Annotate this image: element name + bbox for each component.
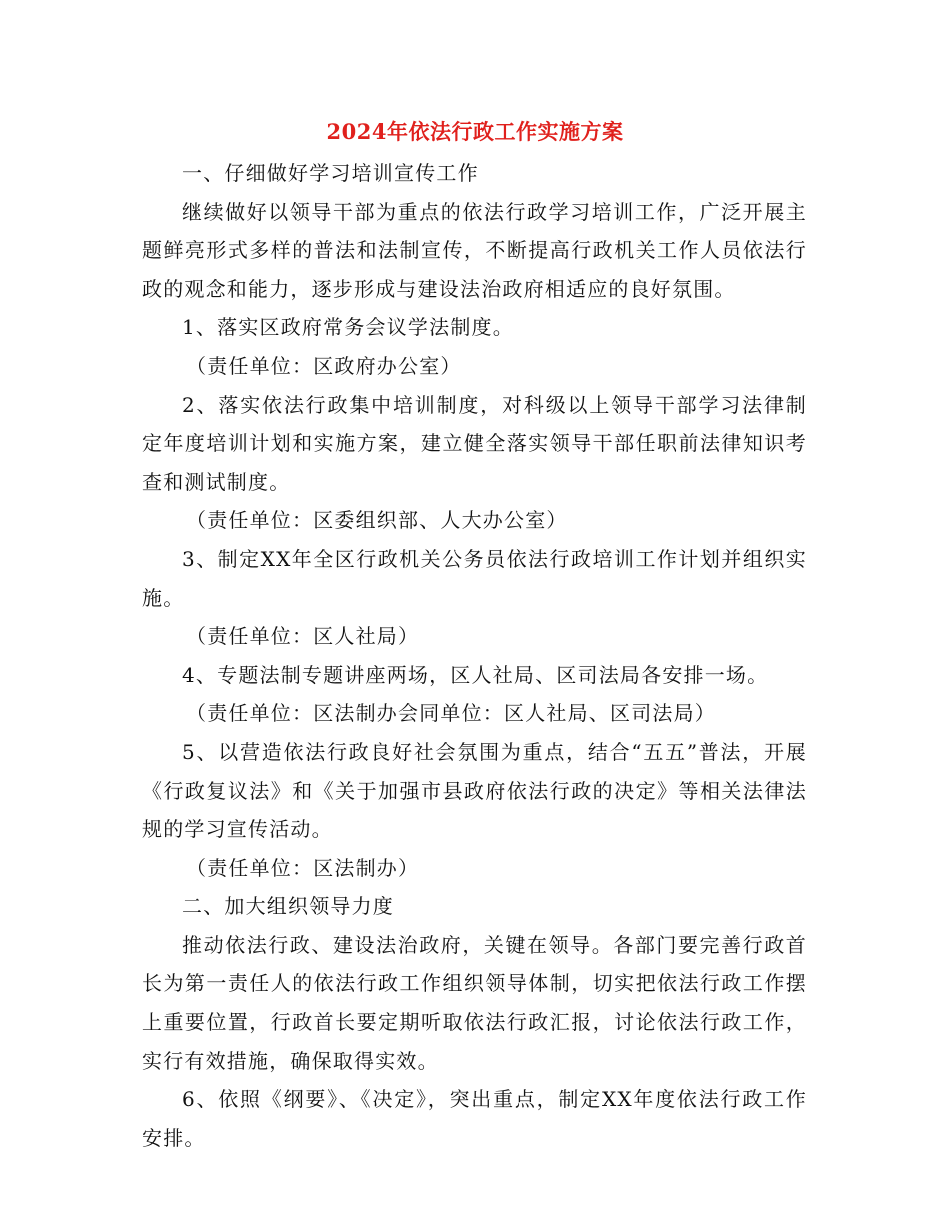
document-title: 2024年依法行政工作实施方案 [326,119,624,144]
responsibility-note: （责任单位：区法制办） [186,855,420,880]
section-heading: 一、仔细做好学习培训宣传工作 [182,161,479,185]
body-paragraph: 推动依法行政、建设法治政府，关键在领导。各部门要完善行政首长为第一责任人的依法行政工作组织领导体制，切实把依法行政工作摆上重要位置，行政首长要定期听取依法行政汇报，讨论依法行政工作，实行有效措施，确保取得实效。 [142,932,807,1073]
list-item: 6、依照《纲要》、《决定》，突出重点，制定XX年度依法行政工作安排。 [142,1087,807,1150]
responsibility-note: （责任单位：区委组织部、人大办公室） [186,508,568,533]
list-item: 5、以营造依法行政良好社会氛围为重点，结合“五五”普法，开展《行政复议法》和《关于加强市县政府依法行政的决定》等相关法律法规的学习宣传活动。 [142,739,807,842]
responsibility-note: （责任单位：区政府办公室） [186,353,462,378]
body-paragraph: 继续做好以领导干部为重点的依法行政学习培训工作，广泛开展主题鲜亮形式多样的普法和法制宣传，不断提高行政机关工作人员依法行政的观念和能力，逐步形成与建设法治政府相适应的良好氛围。 [142,199,807,301]
responsibility-note: （责任单位：区法制办会同单位：区人社局、区司法局） [186,701,716,726]
responsibility-note: （责任单位：区人社局） [186,624,420,649]
list-item: 2、落实依法行政集中培训制度，对科级以上领导干部学习法律制定年度培训计划和实施方案，建立健全落实领导干部任职前法律知识考查和测试制度。 [142,392,807,494]
document-body [142,154,807,1157]
section-heading: 二、加大组织领导力度 [182,894,394,919]
list-item: 1、落实区政府常务会议学法制度。 [182,315,514,340]
list-item: 3、制定XX年全区行政机关公务员依法行政培训工作计划并组织实施。 [142,546,807,610]
list-item: 4、专题法制专题讲座两场，区人社局、区司法局各安排一场。 [182,662,769,687]
